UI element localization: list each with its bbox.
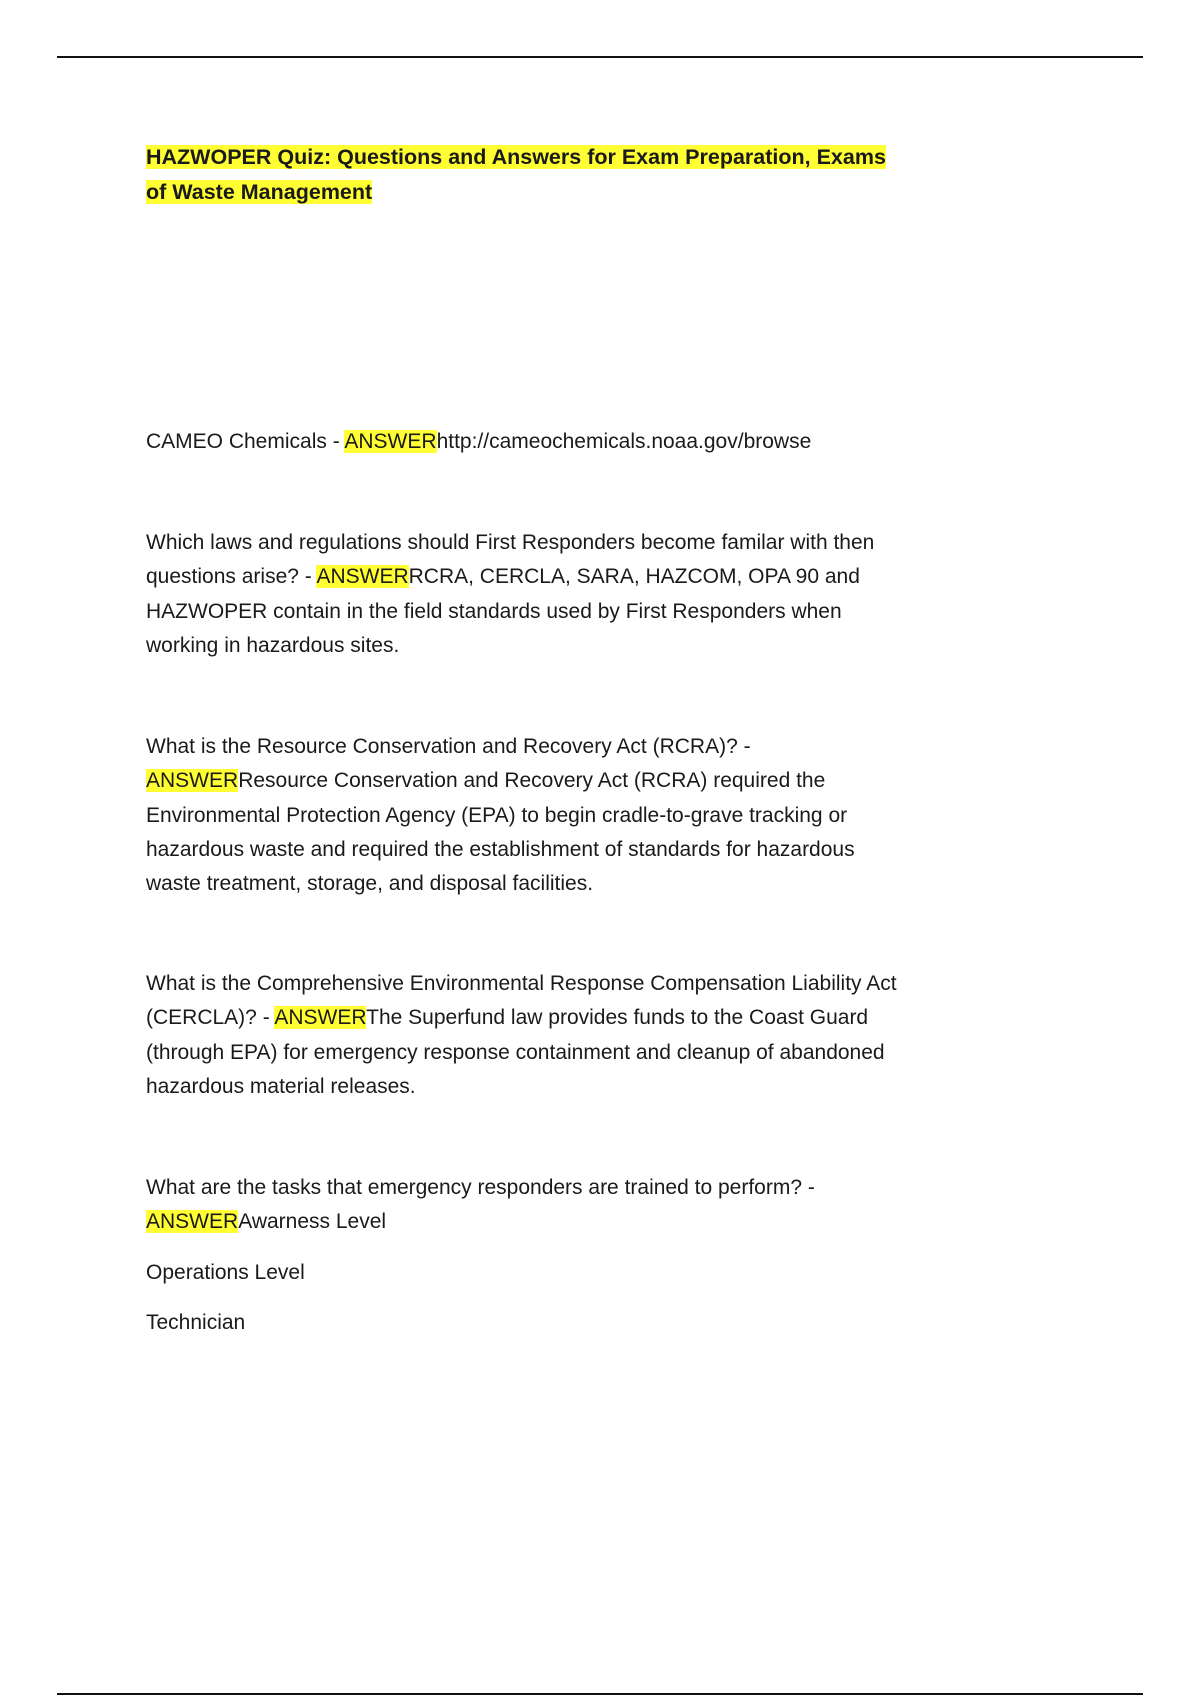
top-rule xyxy=(57,56,1143,58)
answer-marker: ANSWER xyxy=(146,769,239,793)
title-highlight: HAZWOPER Quiz: Questions and Answers for Exam Preparation, Exams of Waste Management xyxy=(146,145,886,204)
bottom-rule xyxy=(57,1693,1143,1695)
question-text: What is the Comprehensive Environmental Response Compensation Liability Act (CERCLA)? - xyxy=(146,972,897,1030)
question-text: What are the tasks that emergency responders are trained to perform? - xyxy=(146,1176,815,1199)
answer-line-technician: Technician xyxy=(146,1311,246,1334)
qa-item xyxy=(146,526,906,663)
answer-text: http://cameochemicals.noaa.gov/browse xyxy=(436,430,812,453)
qa-item xyxy=(146,730,906,901)
answer-marker: ANSWER xyxy=(274,1006,367,1030)
answer-marker: ANSWER xyxy=(344,430,437,453)
answer-text: Resource Conservation and Recovery Act (RCRA) required the Environmental Protection Agency (EPA) to begin cradle-to-grave tracking or hazardous waste and required the establishment of standards for hazardous waste treatment, storage, and disposal facilities. xyxy=(146,769,855,896)
qa-item xyxy=(146,425,906,459)
qa-item xyxy=(146,1171,906,1240)
question-text: What is the Resource Conservation and Recovery Act (RCRA)? - xyxy=(146,735,751,758)
answer-text: RCRA, CERCLA, SARA, HAZCOM, OPA 90 and HAZWOPER contain in the field standards used by First Responders when working in hazardous sites. xyxy=(146,565,860,657)
answer-line-operations: Operations Level xyxy=(146,1261,305,1284)
document-title xyxy=(146,140,906,210)
question-text: Which laws and regulations should First Responders become familar with then questions arise? - xyxy=(146,531,875,589)
answer-text: Awarness Level xyxy=(238,1210,387,1234)
answer-marker: ANSWER xyxy=(316,565,409,589)
qa-item xyxy=(146,967,906,1104)
document-body xyxy=(146,140,906,1334)
answer-marker: ANSWER xyxy=(146,1210,239,1234)
question-text: CAMEO Chemicals - xyxy=(146,430,345,453)
answer-text: The Superfund law provides funds to the Coast Guard (through EPA) for emergency response containment and cleanup of abandoned hazardous material releases. xyxy=(146,1006,885,1098)
